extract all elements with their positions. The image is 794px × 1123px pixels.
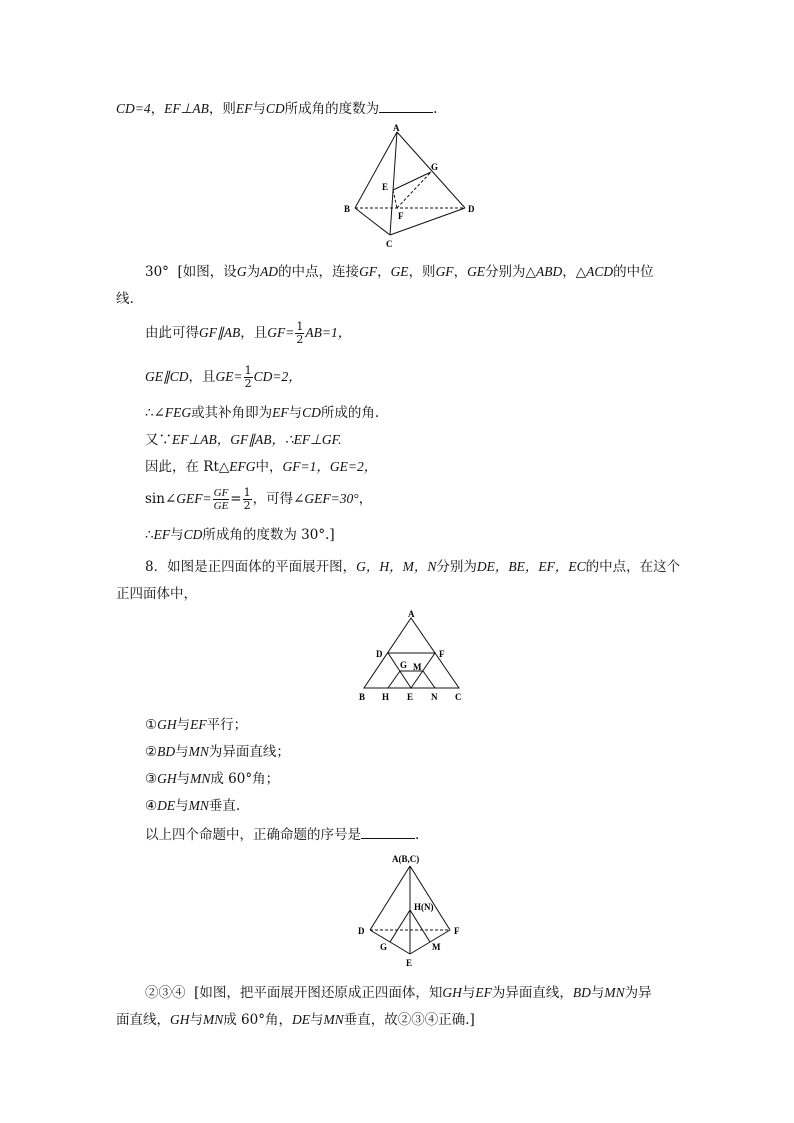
label-D: D <box>358 926 365 936</box>
text: 垂直，故②③④正确.] <box>343 1012 475 1028</box>
label-H-N: H(N) <box>414 902 434 912</box>
label-E: E <box>406 958 413 968</box>
seg: DE <box>157 798 176 813</box>
denominator: 2 <box>243 499 251 512</box>
text: 的中点，连接 <box>278 264 360 280</box>
label-G: G <box>380 942 388 952</box>
text: 成 60°角； <box>210 771 280 787</box>
num: ④ <box>145 798 158 814</box>
answer-blank <box>361 824 415 839</box>
text: 垂直. <box>208 798 241 814</box>
text: ， <box>358 491 373 507</box>
numerator: 1 <box>243 486 251 499</box>
sol7-line3 <box>145 318 351 348</box>
label-B: B <box>344 204 351 214</box>
text: ，可得∠ <box>252 491 305 507</box>
text: [如图，把平面展开图还原成正四面体，知 <box>194 985 443 1001</box>
tetrahedron-figure <box>340 122 480 250</box>
text: 又∵ <box>145 432 172 448</box>
cd-value: CD=4 <box>116 101 151 116</box>
numerator: 1 <box>244 364 252 377</box>
text: 所成的角. <box>320 405 380 421</box>
seg: GH <box>157 717 177 732</box>
abd: ABD <box>535 264 563 279</box>
sol7-line2: 线. <box>116 291 134 307</box>
fraction-half <box>243 487 252 512</box>
de: DE <box>291 1012 310 1027</box>
text: [如图，设 <box>177 264 237 280</box>
text: 与 <box>189 1012 203 1028</box>
gf: GF <box>435 264 454 279</box>
sol7-line9 <box>145 526 335 544</box>
sol7-line6 <box>145 431 341 449</box>
label-E: E <box>407 692 414 702</box>
label-M: M <box>432 942 441 952</box>
seg: MN <box>190 771 211 786</box>
label-A: A <box>408 610 415 619</box>
formula: GF=1，GE=2， <box>282 459 378 474</box>
segments: DE，BE，EF，EC <box>476 559 586 574</box>
label-M: M <box>413 662 422 672</box>
text: 8．如图是正四面体的平面展开图， <box>145 559 357 575</box>
gf-eq: GF= <box>267 325 295 340</box>
cd: CD <box>183 527 203 542</box>
period: . <box>415 827 420 843</box>
num: ③ <box>145 771 158 787</box>
text: 成 60°角， <box>223 1012 292 1028</box>
numerator: 1 <box>296 320 304 333</box>
gef-eq: GEF= <box>176 491 212 506</box>
cd: CD <box>302 405 321 420</box>
sol7-line5 <box>145 404 379 422</box>
text: 由此可得 <box>145 325 199 341</box>
label-A: A <box>393 123 400 133</box>
q8-line1 <box>145 558 680 576</box>
text: 的中点，在这个 <box>585 559 681 575</box>
gf-parallel-ab: GF∥AB <box>199 325 241 340</box>
option-3 <box>145 770 279 788</box>
ge: GE <box>467 264 486 279</box>
text: 所成角的度数为 <box>284 101 380 117</box>
label-F: F <box>398 211 404 221</box>
label-F: F <box>439 649 445 659</box>
ef-perp-ab: EF⊥AB <box>164 101 209 116</box>
folded-tetrahedron-figure <box>352 850 472 972</box>
text: 与 <box>461 985 476 1001</box>
cd-eq: CD=2， <box>253 369 302 384</box>
sep: ， <box>150 101 165 117</box>
gf: GF <box>359 264 378 279</box>
text: ∴∠ <box>145 405 165 421</box>
period: . <box>433 101 438 117</box>
equals: = <box>230 491 242 507</box>
num: ① <box>145 717 158 733</box>
seg: MN <box>188 798 209 813</box>
label-B: B <box>359 692 366 702</box>
points: G，H，M，N <box>356 559 437 574</box>
label-C: C <box>386 239 393 249</box>
sol7-line7 <box>145 458 377 476</box>
q8-line2: 正四面体中， <box>116 586 197 602</box>
text: 与 <box>252 101 266 117</box>
label-C: C <box>455 692 462 702</box>
text: 以上四个命题中，正确命题的序号是 <box>145 827 361 843</box>
option-1 <box>145 716 247 734</box>
option-2 <box>145 743 290 761</box>
denominator: GE <box>213 500 229 512</box>
label-A-B-C: A(B,C) <box>392 854 420 864</box>
fraction-half <box>295 321 304 346</box>
ef: EF <box>475 985 492 1000</box>
formula: GEF=30° <box>304 491 359 506</box>
text: 所成角的度数为 30°.] <box>202 527 335 543</box>
efg: EFG <box>229 459 256 474</box>
ge-eq: GE= <box>215 369 243 384</box>
gh: GH <box>170 1012 190 1027</box>
text: ，则 <box>408 264 436 280</box>
mn: MN <box>323 1012 344 1027</box>
text: 为 <box>246 264 261 280</box>
ge-parallel-cd: GE∥CD <box>145 369 189 384</box>
answer-blank <box>379 98 433 113</box>
text: 或其补角即为 <box>191 405 273 421</box>
fraction-half <box>244 365 253 390</box>
mn: MN <box>604 985 625 1000</box>
option-4 <box>145 797 240 815</box>
text: ， <box>377 264 391 280</box>
label-G: G <box>400 660 408 670</box>
text: ，则 <box>208 101 236 117</box>
sol7-line1 <box>145 263 654 281</box>
text: ，且 <box>188 369 216 385</box>
text: ， <box>453 264 468 280</box>
text: 与 <box>170 527 184 543</box>
seg: MN <box>188 744 209 759</box>
text: ，△ <box>562 264 587 280</box>
text: 与 <box>176 771 191 787</box>
seg: GH <box>157 771 177 786</box>
ge: GE <box>390 264 409 279</box>
text: 与 <box>590 985 605 1001</box>
seg: BD <box>157 744 176 759</box>
g: G <box>236 264 247 279</box>
seg: EF <box>190 717 207 732</box>
text: 分别为△ <box>485 264 536 280</box>
bd: BD <box>572 985 591 1000</box>
text: 与 <box>175 798 189 814</box>
ef: EF <box>235 101 253 116</box>
sol8-line1 <box>145 984 652 1002</box>
net-figure <box>356 610 468 706</box>
label-G: G <box>431 162 439 172</box>
text: ∴ <box>145 527 154 543</box>
fraction-gf-ge <box>213 487 230 512</box>
cd: CD <box>265 101 285 116</box>
mn: MN <box>203 1012 224 1027</box>
text: ，且 <box>240 325 268 341</box>
text: 平行； <box>206 717 248 733</box>
label-D: D <box>468 204 475 214</box>
denominator: 2 <box>296 333 304 346</box>
text: 分别为 <box>436 559 477 575</box>
label-F: F <box>454 926 460 936</box>
formula: EF⊥AB，GF∥AB，∴EF⊥GF. <box>172 432 342 447</box>
q8-ask <box>145 824 419 844</box>
text: 为异面直线， <box>491 985 573 1001</box>
text: 与 <box>175 744 189 760</box>
feg: FEG <box>164 405 192 420</box>
text: 与 <box>288 405 303 421</box>
gh: GH <box>442 985 462 1000</box>
ab-eq: AB=1， <box>305 325 352 340</box>
ad: AD <box>260 264 279 279</box>
label-E: E <box>382 182 389 192</box>
text: 的中位 <box>613 264 654 280</box>
label-H: H <box>382 692 390 702</box>
text: 与 <box>176 717 191 733</box>
text: 为异面直线； <box>208 744 290 760</box>
q7-stem <box>116 98 437 118</box>
label-D: D <box>376 649 383 659</box>
text: 中， <box>255 459 283 475</box>
text: 因此，在 Rt△ <box>145 459 230 475</box>
denominator: 2 <box>244 377 252 390</box>
num: ② <box>145 744 158 760</box>
text: 为异 <box>624 985 652 1001</box>
text: 与 <box>309 1012 324 1028</box>
numerator: GF <box>213 487 229 499</box>
sol7-line4 <box>145 362 302 392</box>
sol7-line8 <box>145 484 372 514</box>
acd: ACD <box>586 264 614 279</box>
sol8-line2 <box>116 1011 475 1029</box>
answer: 30° <box>145 264 169 280</box>
answer: ②③④ <box>145 985 186 1001</box>
ef: EF <box>153 527 171 542</box>
text: 面直线， <box>116 1012 170 1028</box>
text: sin∠ <box>145 491 177 507</box>
ef: EF <box>272 405 289 420</box>
label-N: N <box>431 692 438 702</box>
